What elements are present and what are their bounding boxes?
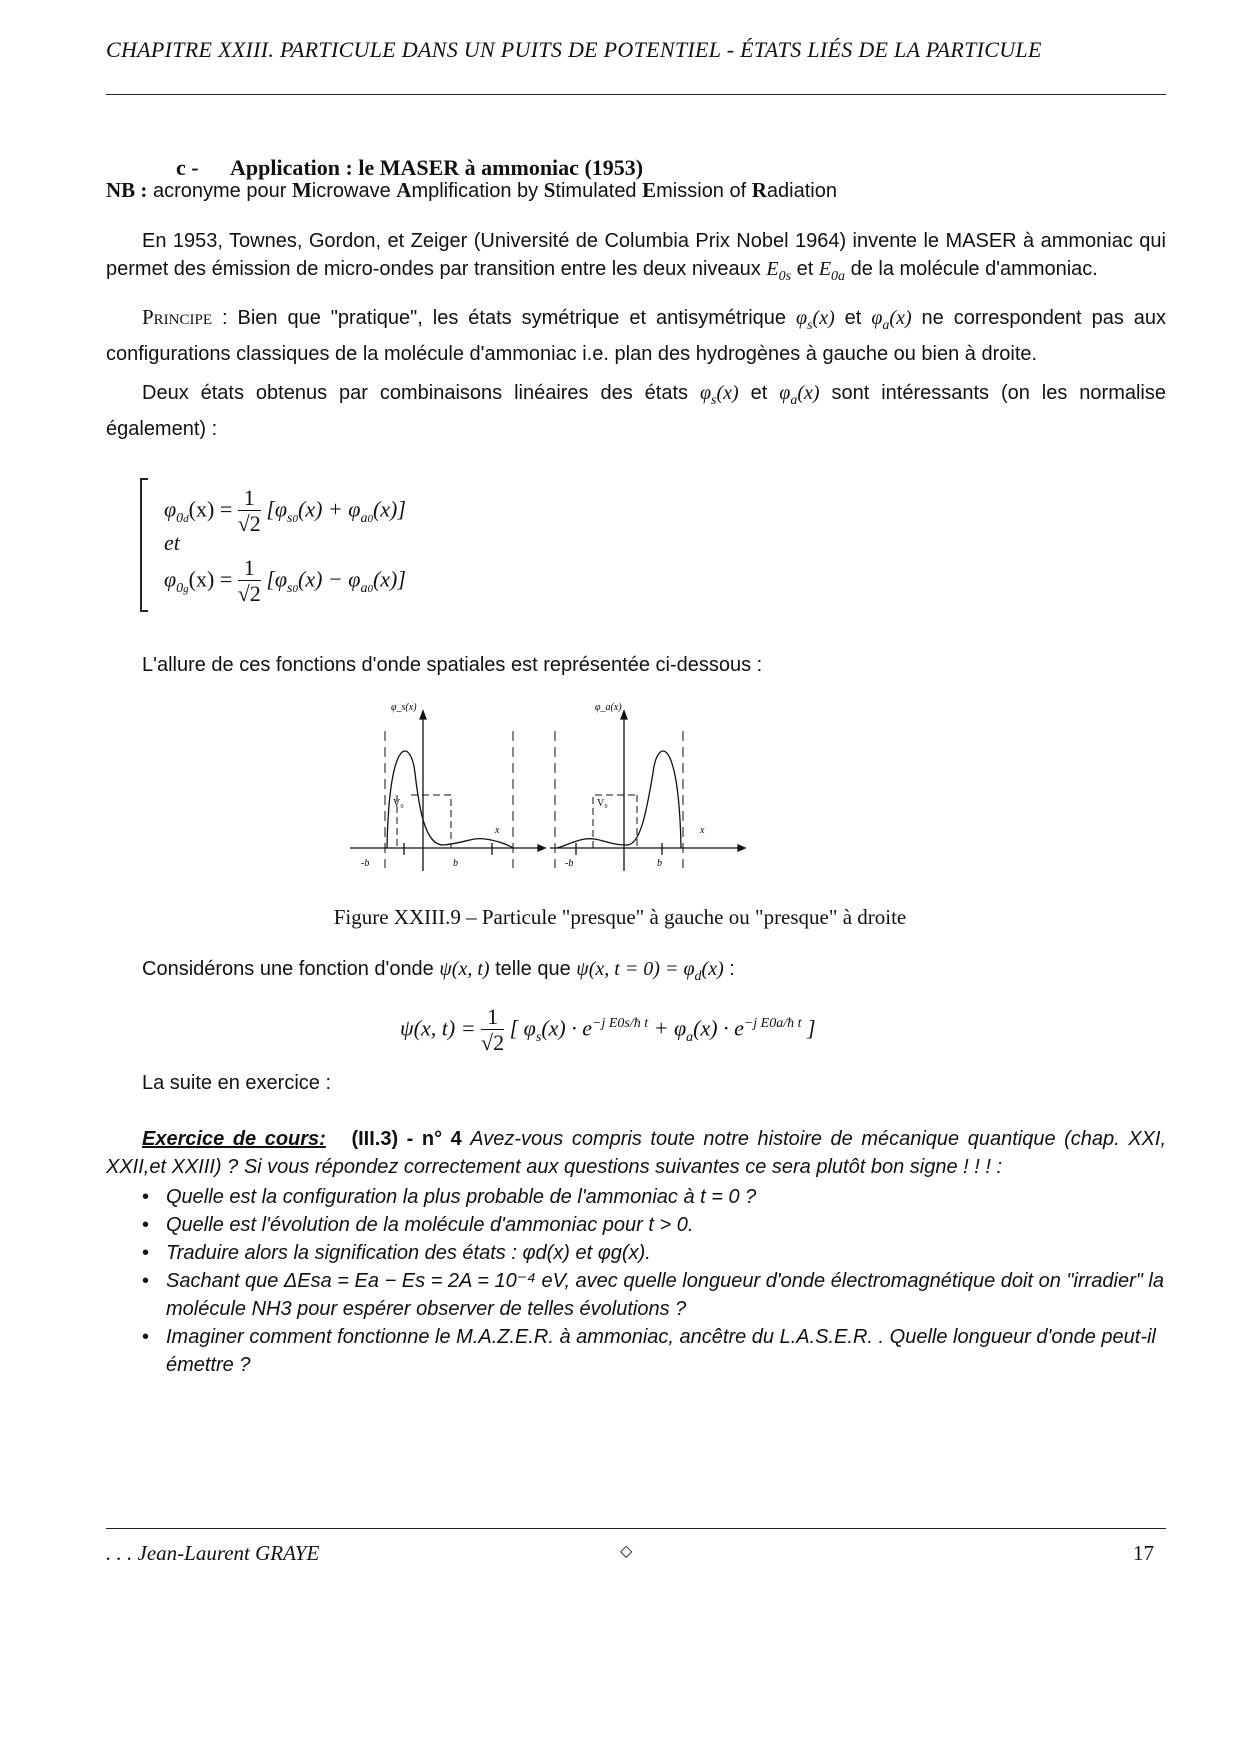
math-op: (x) + φ — [298, 496, 361, 522]
nb-word: mission of — [656, 180, 752, 202]
y-axis-arrow — [420, 711, 426, 719]
math-bracket: [φ — [266, 566, 288, 592]
math-x: (x) — [797, 382, 820, 404]
left-pos-b-label: b — [453, 858, 458, 869]
numerator: 1 — [238, 556, 261, 581]
considerons-paragraph — [106, 955, 1166, 991]
equation-system — [140, 478, 542, 612]
math-sub: a — [790, 393, 798, 408]
math-bracket: (x)] — [372, 496, 406, 522]
math-e: E — [818, 258, 832, 280]
math-sub: s — [807, 318, 813, 333]
math-x: (x) — [701, 958, 724, 980]
figure-caption: Figure XXIII.9 – Particule "presque" à gauche ou "presque" à droite — [333, 905, 907, 929]
left-panel — [350, 711, 545, 871]
psi-term: [ φ — [509, 1015, 536, 1041]
nb-word: adiation — [766, 180, 837, 202]
right-x-label: x — [700, 825, 705, 836]
right-neg-b-label: -b — [565, 858, 574, 869]
psi-term: ] — [801, 1015, 816, 1041]
math-psi: ψ(x, t) — [439, 958, 490, 980]
equation-et: et — [164, 530, 180, 555]
principe-text: et — [834, 307, 872, 329]
math-op: (x) − φ — [298, 566, 361, 592]
footer-rule — [106, 1528, 1166, 1529]
left-v0-label: V₀ — [393, 798, 404, 809]
wavefunction-figure — [345, 693, 805, 878]
running-header: CHAPITRE XXIII. PARTICULE DANS UN PUITS DE POTENTIEL - ÉTATS LIÉS DE LA PARTICULE — [106, 37, 1042, 62]
list-item: • Traduire alors la signification des états : φd(x) et φg(x). — [142, 1239, 1167, 1267]
left-x-label: x — [495, 825, 500, 836]
left-axis-label: φ_s(x) — [391, 702, 417, 713]
text: : — [723, 958, 735, 980]
math-phi: φ — [699, 382, 712, 404]
list-item: • Imaginer comment fonctionne le M.A.Z.E.R. à ammoniac, ancêtre du L.A.S.E.R. . Quelle longueur d'onde peut-il émettre ? — [142, 1323, 1167, 1379]
page-number: 17 — [1133, 1541, 1154, 1565]
diamond-icon: ◇ — [620, 1541, 633, 1560]
math-bracket: (x)] — [372, 566, 406, 592]
right-v0-label: V₀ — [597, 798, 608, 809]
text: Deux états obtenus par combinaisons linéaires des états — [142, 382, 700, 404]
nb-letter: A — [396, 178, 412, 202]
footer-author: . . . Jean-Laurent GRAYE — [106, 1541, 320, 1565]
fraction — [481, 1005, 504, 1056]
intro-text: En 1953, Townes, Gordon, et Zeiger (Université de Columbia Prix Nobel 1964) invente le MASER à ammoniac qui permet des émission de micro-ondes par transition entre les deux niveaux — [106, 230, 1166, 280]
right-axis-label: φ_a(x) — [595, 702, 622, 713]
deux-etats-paragraph — [106, 379, 1166, 443]
math-sub: s — [711, 393, 717, 408]
math-x: (x) — [889, 307, 912, 329]
math-x: (x) = — [188, 496, 233, 522]
math-sub: 0 — [176, 510, 184, 526]
psi-term: + φ — [648, 1015, 687, 1041]
nb-paragraph — [106, 176, 1166, 205]
math-phi: φ — [871, 307, 883, 329]
text: sont intéressants (on les normalise également) : — [106, 382, 1167, 440]
y-axis-arrow — [621, 711, 627, 719]
right-panel — [550, 711, 745, 871]
math-bracket: [φ — [266, 496, 288, 522]
numerator: 1 — [238, 486, 261, 511]
psi-equation — [400, 1005, 816, 1056]
equation-phi-g — [164, 556, 406, 607]
phi-a-curve — [557, 751, 681, 848]
allure-paragraph: L'allure de ces fonctions d'onde spatiales est représentée ci-dessous : — [142, 654, 763, 676]
exercise-label: Exercice de cours: — [142, 1128, 326, 1150]
math-phi: φ — [164, 566, 177, 592]
math-phi: φ — [796, 307, 808, 329]
math-sub: s — [535, 1029, 542, 1045]
psi-term: (x) · e — [541, 1015, 592, 1041]
math-sub: d — [694, 969, 702, 984]
nb-letter: R — [751, 178, 767, 202]
intro-text: de la molécule d'ammoniac. — [845, 258, 1098, 280]
principe-text: : Bien que "pratique", les états symétrique et antisymétrique — [212, 307, 796, 329]
exercise-block — [106, 1125, 1166, 1181]
fraction — [238, 486, 261, 537]
math-subsub: 0 — [292, 582, 298, 595]
nb-letter: S — [543, 178, 556, 202]
equation-phi-d — [164, 486, 406, 537]
section-number: c - — [176, 155, 199, 180]
suite-paragraph: La suite en exercice : — [142, 1072, 331, 1094]
psi-term: (x) · e — [693, 1015, 744, 1041]
math-sub: 0 — [176, 580, 184, 596]
math-subsub: 0 — [292, 512, 298, 525]
question-list — [142, 1183, 1167, 1379]
header-rule — [106, 94, 1166, 95]
numerator: 1 — [481, 1005, 504, 1030]
math-sub: 0s — [778, 269, 792, 284]
math-subsub: 0 — [367, 582, 373, 595]
x-axis-arrow — [538, 845, 545, 851]
exercise-number: (III.3) - n° 4 — [351, 1128, 462, 1150]
text: telle que — [489, 958, 577, 980]
nb-word: icrowave — [311, 180, 397, 202]
list-item: • Quelle est la configuration la plus probable de l'ammoniac à t = 0 ? — [142, 1183, 1167, 1211]
math-sub: 0a — [831, 269, 846, 284]
math-psi0: ψ(x, t = 0) = φ — [576, 958, 695, 980]
nb-text: acronyme pour — [152, 180, 292, 202]
left-neg-b-label: -b — [361, 858, 370, 869]
nb-letter: E — [642, 178, 657, 202]
exercise-text: Avez-vous compris toute notre histoire de mécanique quantique (chap. XXI, XXII,et XXIII) ? Si vous répondez correctement aux questions suivantes ce sera plutôt bon signe ! ! ! : — [106, 1128, 1167, 1178]
x-axis-arrow — [738, 845, 745, 851]
math-x: (x) = — [188, 566, 233, 592]
barrier — [411, 795, 451, 848]
math-sub: a — [360, 580, 368, 596]
nb-word: timulated — [555, 180, 643, 202]
math-sub: s — [287, 510, 293, 526]
section-title: Application : le MASER à ammoniac (1953) — [230, 155, 644, 180]
list-item: • Quelle est l'évolution de la molécule d'ammoniac pour t > 0. — [142, 1211, 1167, 1239]
math-phi: φ — [779, 382, 791, 404]
text: et — [738, 382, 780, 404]
principe-label: Principe — [142, 305, 213, 329]
right-pos-b-label: b — [657, 858, 662, 869]
intro-paragraph — [106, 227, 1166, 291]
principe-paragraph — [106, 303, 1166, 368]
math-subsub: d — [183, 512, 189, 525]
text: Considérons une fonction d'onde — [142, 958, 440, 980]
nb-label: NB : — [106, 178, 148, 202]
list-item: • Sachant que ΔEsa = Ea − Es = 2A = 10⁻⁴ eV, avec quelle longueur d'onde électromagnétique doit on "irradier" la molécule NH3 pour espérer observer de telles évolutions ? — [142, 1267, 1167, 1323]
math-x: (x) — [716, 382, 739, 404]
math-exponent: −j E0s/ħ t — [592, 1016, 649, 1032]
math-phi: φ — [164, 496, 177, 522]
math-sub: a — [360, 510, 368, 526]
math-sub: a — [686, 1029, 694, 1045]
denominator: √2 — [237, 581, 261, 606]
math-subsub: 0 — [367, 512, 373, 525]
principe-text: ne correspondent pas aux configurations classiques de la molécule d'ammoniac i.e. plan des hydrogènes à gauche ou bien à droite. — [106, 307, 1167, 365]
math-x: (x) — [812, 307, 835, 329]
psi-lhs: ψ(x, t) = — [400, 1015, 476, 1041]
math-e: E — [766, 258, 779, 280]
math-subsub: g — [183, 582, 189, 595]
fraction — [238, 556, 261, 607]
intro-text: et — [791, 258, 819, 280]
nb-letter: M — [291, 178, 312, 202]
nb-word: mplification by — [411, 180, 544, 202]
math-exponent: −j E0a/ħ t — [743, 1016, 802, 1032]
math-sub: a — [882, 318, 890, 333]
math-sub: s — [287, 580, 293, 596]
denominator: √2 — [237, 511, 261, 536]
denominator: √2 — [481, 1030, 505, 1055]
